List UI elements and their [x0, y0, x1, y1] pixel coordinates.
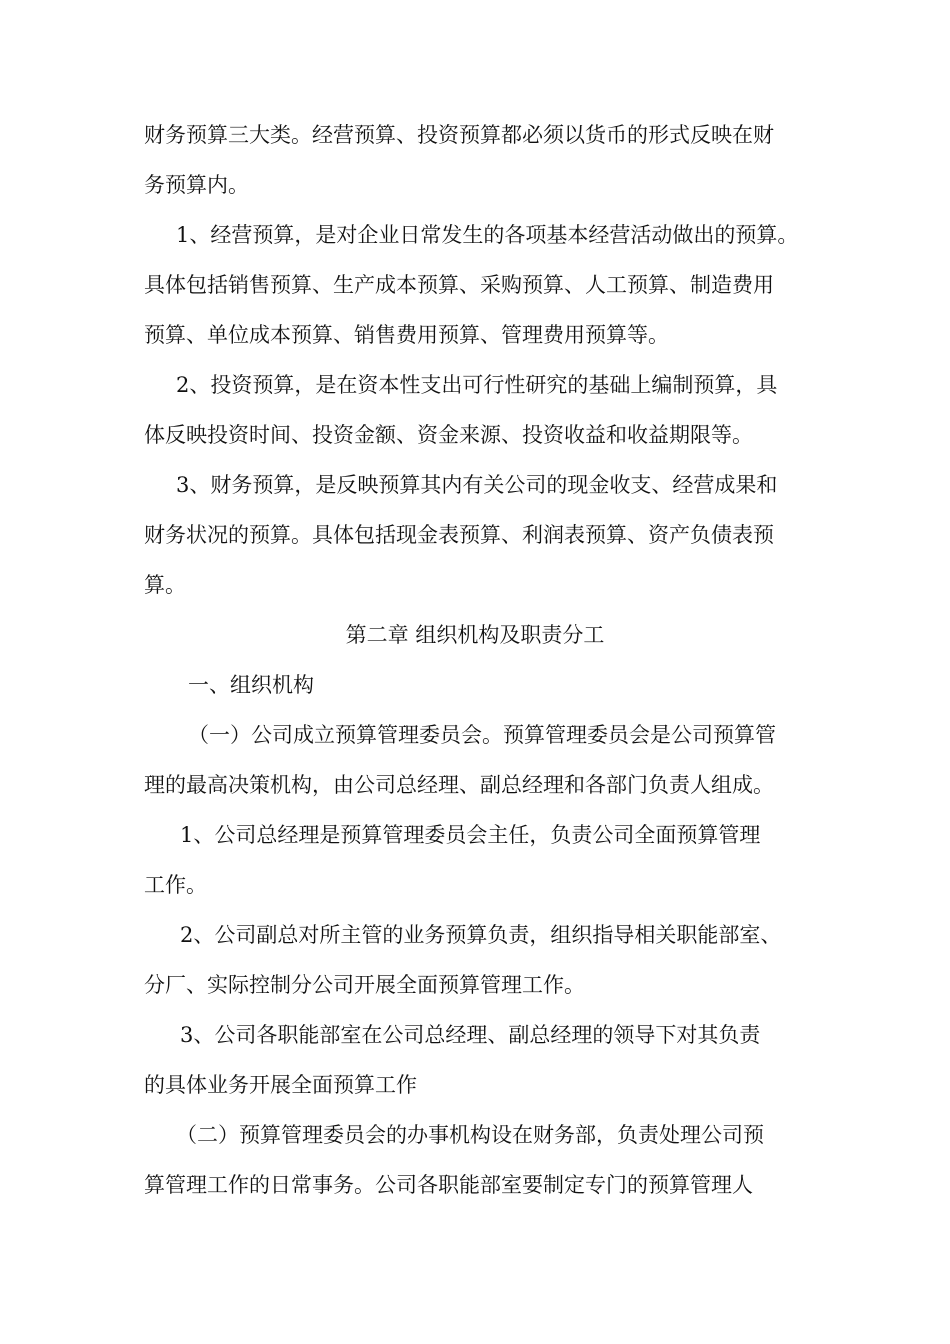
- paragraph-line: 预算、单位成本预算、销售费用预算、管理费用预算等。: [144, 323, 669, 347]
- paragraph-line: （二）预算管理委员会的办事机构设在财务部，负责处理公司预: [176, 1123, 764, 1147]
- paragraph-line: 算管理工作的日常事务。公司各职能部室要制定专门的预算管理人: [144, 1173, 753, 1197]
- paragraph-line: 财务预算三大类。经营预算、投资预算都必须以货币的形式反映在财: [144, 123, 774, 147]
- paragraph-line: （一）公司成立预算管理委员会。预算管理委员会是公司预算管: [188, 723, 776, 747]
- paragraph-line: 2、公司副总对所主管的业务预算负责，组织指导相关职能部室、: [180, 923, 782, 947]
- paragraph-line: 分厂、实际控制分公司开展全面预算管理工作。: [144, 973, 585, 997]
- paragraph-line: 3、财务预算，是反映预算其内有关公司的现金收支、经营成果和: [176, 473, 778, 497]
- paragraph-line: 2、投资预算，是在资本性支出可行性研究的基础上编制预算，具: [176, 373, 778, 397]
- paragraph-line: 理的最高决策机构，由公司总经理、副总经理和各部门负责人组成。: [144, 773, 774, 797]
- paragraph-line: 算。: [144, 573, 186, 597]
- paragraph-line: 1、公司总经理是预算管理委员会主任，负责公司全面预算管理: [180, 823, 761, 847]
- section-heading: 一、组织机构: [188, 673, 314, 697]
- paragraph-line: 3、公司各职能部室在公司总经理、副总经理的领导下对其负责: [180, 1023, 761, 1047]
- paragraph-line: 具体包括销售预算、生产成本预算、采购预算、人工预算、制造费用: [144, 273, 774, 297]
- paragraph-line: 财务状况的预算。具体包括现金表预算、利润表预算、资产负债表预: [144, 523, 774, 547]
- paragraph-line: 工作。: [144, 873, 207, 897]
- paragraph-line: 的具体业务开展全面预算工作: [144, 1073, 417, 1097]
- paragraph-line: 1、经营预算，是对企业日常发生的各项基本经营活动做出的预算。: [176, 223, 799, 247]
- chapter-heading: 第二章 组织机构及职责分工: [345, 623, 605, 647]
- paragraph-line: 体反映投资时间、投资金额、资金来源、投资收益和收益期限等。: [144, 423, 753, 447]
- paragraph-line: 务预算内。: [144, 173, 249, 197]
